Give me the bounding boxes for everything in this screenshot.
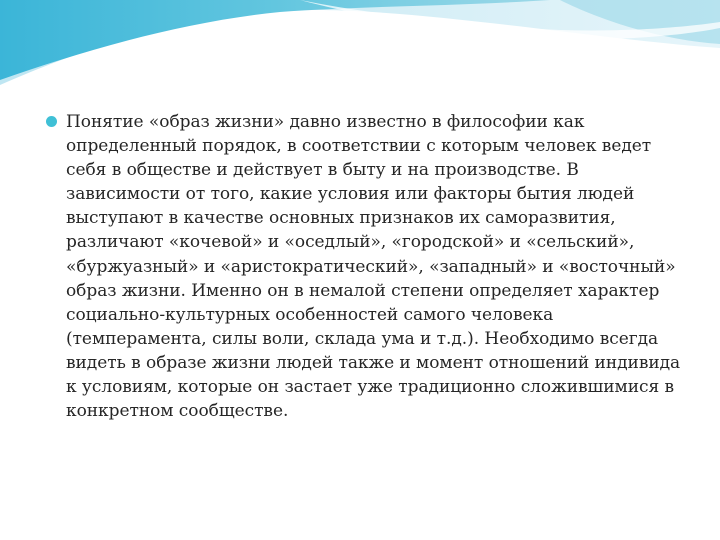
wave-header-decoration — [0, 0, 720, 110]
slide-content — [46, 110, 696, 423]
bullet-item — [46, 110, 696, 423]
bullet-text: Понятие «образ жизни» давно известно в философии как определенный порядок, в соответствии с которым человек ведет себя в обществе и действует в быту и на производстве. В зависимости от того, какие условия или факторы бытия людей выступают в качестве основных признаков их саморазвития, различают «кочевой» и «оседлый», «городской» и «сельский», «буржуазный» и «аристократический», «западный» и «восточный» образ жизни. Именно он в немалой степени определяет характер социально-культурных особенностей самого человека (темперамента, силы воли, склада ума и т.д.). Необходимо всегда видеть в образе жизни людей также и момент отношений индивида к условиям, которые он застает уже традиционно сложившимися в конкретном сообществе. — [66, 112, 681, 422]
bullet-dot-icon — [46, 116, 57, 127]
